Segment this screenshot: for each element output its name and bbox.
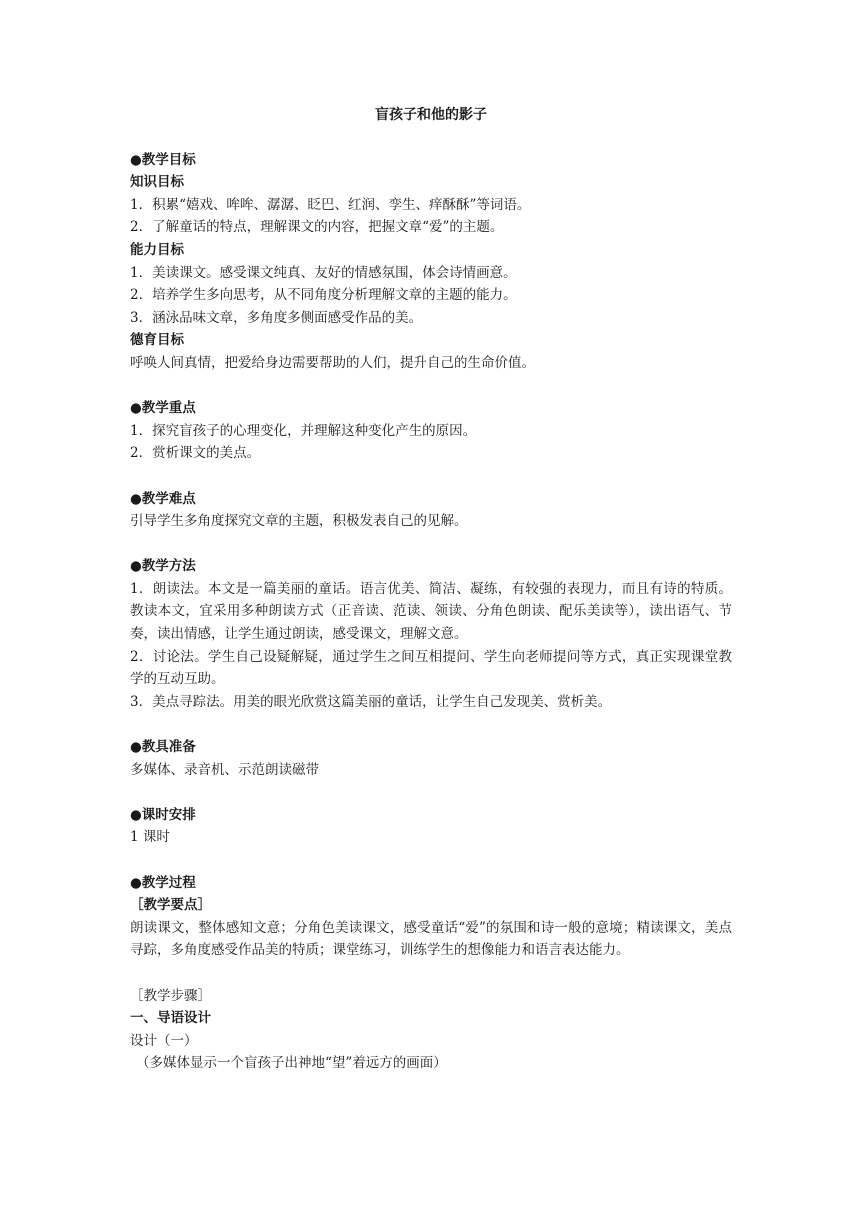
ability-item: 1．美读课文。感受课文纯真、友好的情感氛围，体会诗情画意。	[130, 264, 517, 281]
subheading-knowledge: 知识目标	[130, 174, 184, 191]
section-heading-key-points: ●教学重点	[130, 400, 196, 417]
section-heading-process: ●教学过程	[130, 874, 196, 891]
knowledge-item: 1．积累“嬉戏、哞哞、潺潺、眨巴、红润、孪生、痒酥酥”等词语。	[130, 196, 531, 213]
subheading-essentials: ［教学要点］	[130, 897, 211, 914]
document-page	[130, 104, 732, 1075]
tools-text: 多媒体、录音机、示范朗读磁带	[130, 761, 319, 778]
section-heading-tools: ●教具准备	[130, 739, 196, 756]
document-title: 盲孩子和他的影子	[375, 107, 487, 123]
difficulties-text: 引导学生多角度探究文章的主题，积极发表自己的见解。	[130, 513, 468, 530]
key-point-item: 2．赏析课文的美点。	[130, 445, 261, 462]
section-heading-difficulties: ●教学难点	[130, 490, 196, 507]
moral-text: 呼唤人间真情，把爱给身边需要帮助的人们，提升自己的生命价值。	[130, 354, 535, 371]
ability-item: 3．涵泳品味文章，多角度多侧面感受作品的美。	[130, 309, 423, 326]
section-heading-methods: ●教学方法	[130, 558, 196, 575]
section-heading-objectives: ●教学目标	[130, 151, 196, 168]
design1-label: 设计（一）	[130, 1032, 198, 1049]
method-item: 2．讨论法。学生自己设疑解疑，通过学生之间互相提问、学生向老师提问等方式，真正实现课堂教学的互动互助。	[130, 648, 732, 688]
step1-heading: 一、导语设计	[130, 1010, 211, 1027]
design1-note: （多媒体显示一个盲孩子出神地“望”着远方的画面）	[136, 1055, 447, 1072]
steps-heading: ［教学步骤］	[130, 987, 211, 1004]
ability-item: 2．培养学生多向思考，从不同角度分析理解文章的主题的能力。	[130, 287, 517, 304]
knowledge-item: 2．了解童话的特点，理解课文的内容，把握文章“爱”的主题。	[130, 219, 504, 236]
subheading-moral: 德育目标	[130, 332, 184, 349]
key-point-item: 1．探究盲孩子的心理变化，并理解这种变化产生的原因。	[130, 422, 477, 439]
essentials-text: 朗读课文，整体感知文意；分角色美读课文，感受童话“爱”的氛围和诗一般的意境；精读课文，美点寻踪，多角度感受作品美的特质；课堂练习，训练学生的想像能力和语言表达能力。	[130, 919, 732, 959]
method-item: 1．朗读法。本文是一篇美丽的童话。语言优美、简洁、凝练，有较强的表现力，而且有诗的特质。教读本文，宜采用多种朗读方式（正音读、范读、领读、分角色朗读、配乐美读等），读出语气、节奏，读出情感，让学生通过朗读，感受课文，理解文意。	[130, 580, 732, 643]
method-item: 3．美点寻踪法。用美的眼光欣赏这篇美丽的童话，让学生自己发现美、赏析美。	[130, 693, 612, 710]
schedule-text: 1 课时	[130, 829, 170, 846]
section-heading-schedule: ●课时安排	[130, 806, 196, 823]
subheading-ability: 能力目标	[130, 241, 184, 258]
